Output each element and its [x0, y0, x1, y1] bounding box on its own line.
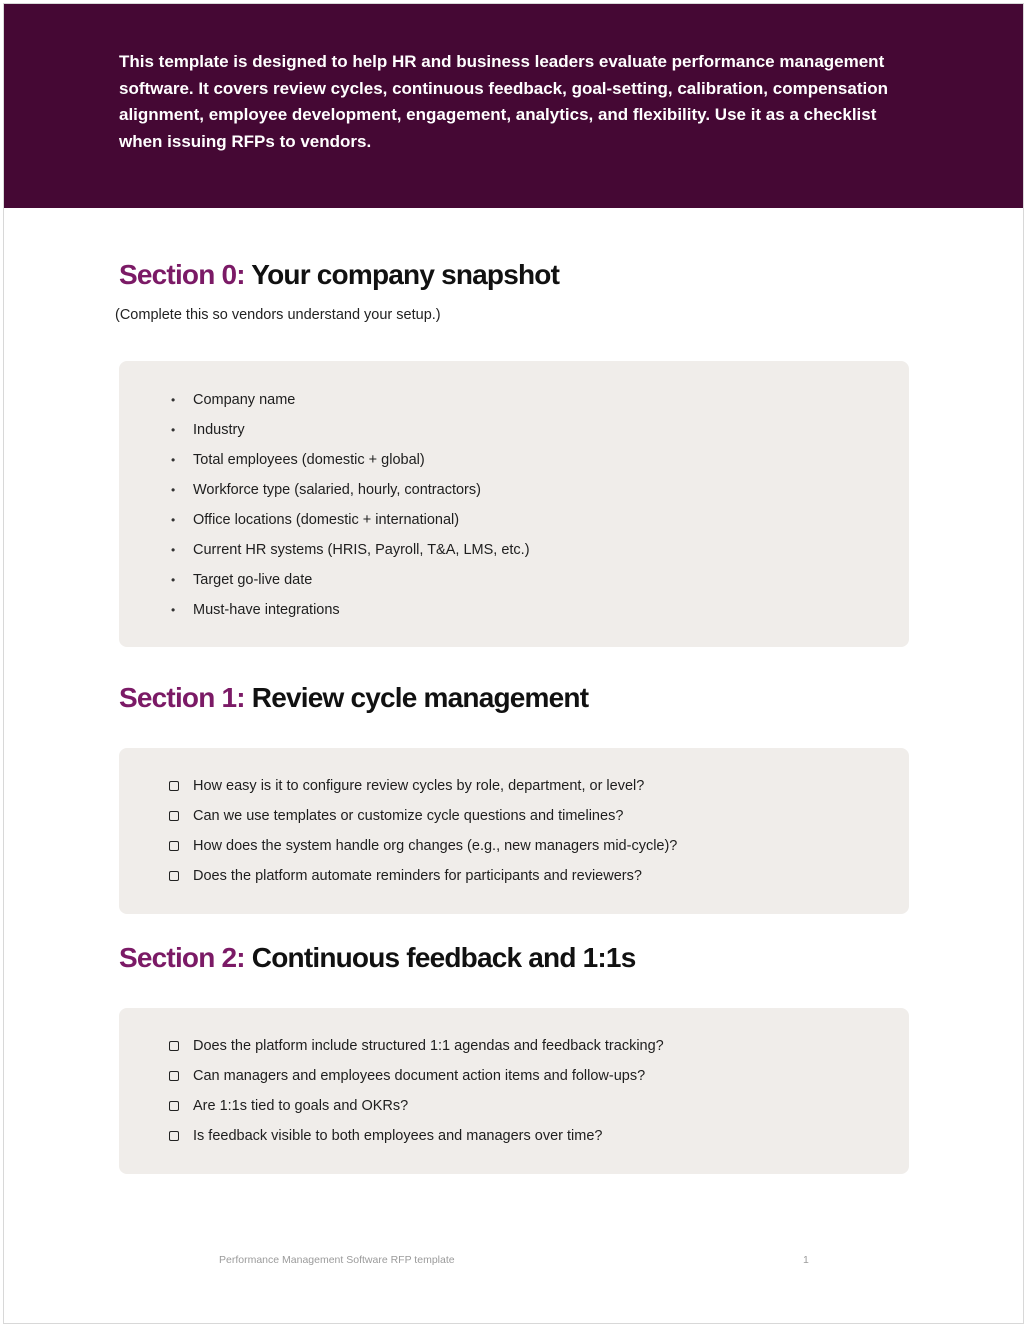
- checklist-item-label: Are 1:1s tied to goals and OKRs?: [193, 1098, 409, 1114]
- footer-document-title: Performance Management Software RFP template: [219, 1254, 455, 1266]
- section-0-number: Section 0:: [119, 259, 245, 290]
- footer-page-number: 1: [803, 1254, 809, 1266]
- section-1-title: Review cycle management: [251, 682, 589, 713]
- list-item: [169, 415, 530, 445]
- bullet-icon: •: [171, 603, 176, 617]
- section-1-heading: [119, 682, 588, 714]
- list-item-label: Company name: [193, 392, 296, 408]
- section-0-box: [119, 361, 909, 647]
- section-0-title: Your company snapshot: [251, 259, 560, 290]
- list-item: [169, 445, 530, 475]
- checklist-item: [169, 831, 677, 861]
- checklist-item: [169, 1061, 664, 1091]
- checklist-item-label: How does the system handle org changes (e.g., new managers mid-cycle)?: [193, 838, 678, 854]
- list-item-label: Total employees (domestic + global): [193, 452, 425, 468]
- bullet-icon: •: [171, 483, 176, 497]
- checkbox-icon[interactable]: [169, 1131, 179, 1141]
- list-item: [169, 475, 530, 505]
- list-item: [169, 535, 530, 565]
- section-0-list: [169, 385, 530, 625]
- intro-banner: [4, 4, 1023, 208]
- checkbox-icon[interactable]: [169, 781, 179, 791]
- checkbox-icon[interactable]: [169, 1101, 179, 1111]
- list-item-label: Office locations (domestic + international): [193, 512, 460, 528]
- section-1-box: [119, 748, 909, 914]
- document-page: [3, 3, 1024, 1324]
- list-item-label: Must-have integrations: [193, 602, 340, 618]
- checkbox-icon[interactable]: [169, 811, 179, 821]
- checklist-item-label: Can managers and employees document action items and follow-ups?: [193, 1068, 646, 1084]
- checkbox-icon[interactable]: [169, 1071, 179, 1081]
- list-item: [169, 595, 530, 625]
- section-2-title: Continuous feedback and 1:1s: [251, 942, 636, 973]
- checklist-item-label: Does the platform include structured 1:1 agendas and feedback tracking?: [193, 1038, 664, 1054]
- section-2-heading: [119, 942, 635, 974]
- bullet-icon: •: [171, 543, 176, 557]
- section-2-number: Section 2:: [119, 942, 245, 973]
- checklist-item-label: How easy is it to configure review cycles by role, department, or level?: [193, 778, 645, 794]
- checklist-item: [169, 1121, 664, 1151]
- checklist-item: [169, 861, 677, 891]
- checklist-item: [169, 1031, 664, 1061]
- section-2-box: [119, 1008, 909, 1174]
- bullet-icon: •: [171, 423, 176, 437]
- list-item: [169, 565, 530, 595]
- list-item-label: Target go-live date: [193, 572, 313, 588]
- list-item-label: Workforce type (salaried, hourly, contractors): [193, 482, 481, 498]
- checklist-item: [169, 771, 677, 801]
- bullet-icon: •: [171, 573, 176, 587]
- checklist-item-label: Is feedback visible to both employees and managers over time?: [193, 1128, 603, 1144]
- list-item: [169, 505, 530, 535]
- section-2-checklist: [169, 1031, 664, 1151]
- section-0-heading: [119, 259, 559, 291]
- checkbox-icon[interactable]: [169, 871, 179, 881]
- section-1-number: Section 1:: [119, 682, 245, 713]
- list-item-label: Industry: [193, 422, 245, 438]
- checkbox-icon[interactable]: [169, 841, 179, 851]
- checklist-item: [169, 1091, 664, 1121]
- checklist-item-label: Does the platform automate reminders for participants and reviewers?: [193, 868, 642, 884]
- list-item: [169, 385, 530, 415]
- section-1-checklist: [169, 771, 677, 891]
- bullet-icon: •: [171, 453, 176, 467]
- checklist-item-label: Can we use templates or customize cycle questions and timelines?: [193, 808, 624, 824]
- list-item-label: Current HR systems (HRIS, Payroll, T&A, LMS, etc.): [193, 542, 530, 558]
- bullet-icon: •: [171, 513, 176, 527]
- checklist-item: [169, 801, 677, 831]
- checkbox-icon[interactable]: [169, 1041, 179, 1051]
- bullet-icon: •: [171, 393, 176, 407]
- intro-text: This template is designed to help HR and business leaders evaluate performance management software. It covers review cycles, continuous feedback, goal-setting, calibration, compensation alignment, employee development, engagement, analytics, and flexibility. Use it as a checklist when issuing RFPs to vendors.: [119, 52, 888, 151]
- section-0-note: (Complete this so vendors understand your setup.): [115, 307, 441, 323]
